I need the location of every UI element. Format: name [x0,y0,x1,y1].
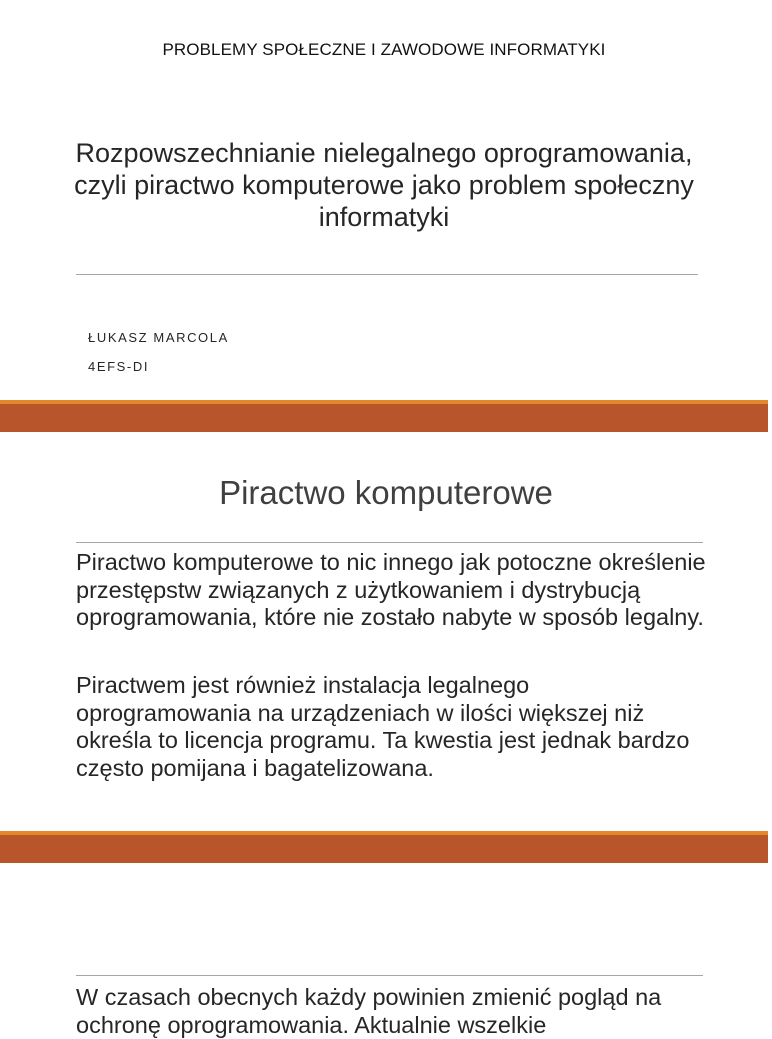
title-slide [0,0,768,400]
body-paragraph: Piractwem jest również instalacja legalnego oprogramowania na urządzeniach w ilości większej niż określa to licencja programu. Ta kwestia jest jednak bardzo często pomijana i bagatelizowana. [76,672,690,781]
slide-title: Piractwo komputerowe [219,474,553,511]
body-paragraph: Piractwo komputerowe to nic innego jak potoczne określenie przestępstw związanych z użytkowaniem i dystrybucją oprogramowania, które nie zostało nabyte w sposób legalny. [76,549,706,630]
group-code: 4EFS-DI [88,359,150,374]
content-slide-piractwo [0,432,768,831]
slide-separator [0,400,768,432]
slide-separator [0,831,768,863]
content-slide-3 [0,864,768,1038]
author-name: ŁUKASZ MARCOLA [88,330,229,345]
presentation-title: Rozpowszechnianie nielegalnego oprogramowania, czyli piractwo komputerowe jako problem społeczny informatyki [74,138,694,232]
slide-title-divider [76,542,703,543]
slide-title-divider [76,975,703,976]
title-divider [76,274,698,275]
body-paragraph: W czasach obecnych każdy powinien zmienić pogląd na ochronę oprogramowania. Aktualnie wszelkie [76,984,662,1038]
course-title: PROBLEMY SPOŁECZNE I ZAWODOWE INFORMATYKI [162,40,606,59]
